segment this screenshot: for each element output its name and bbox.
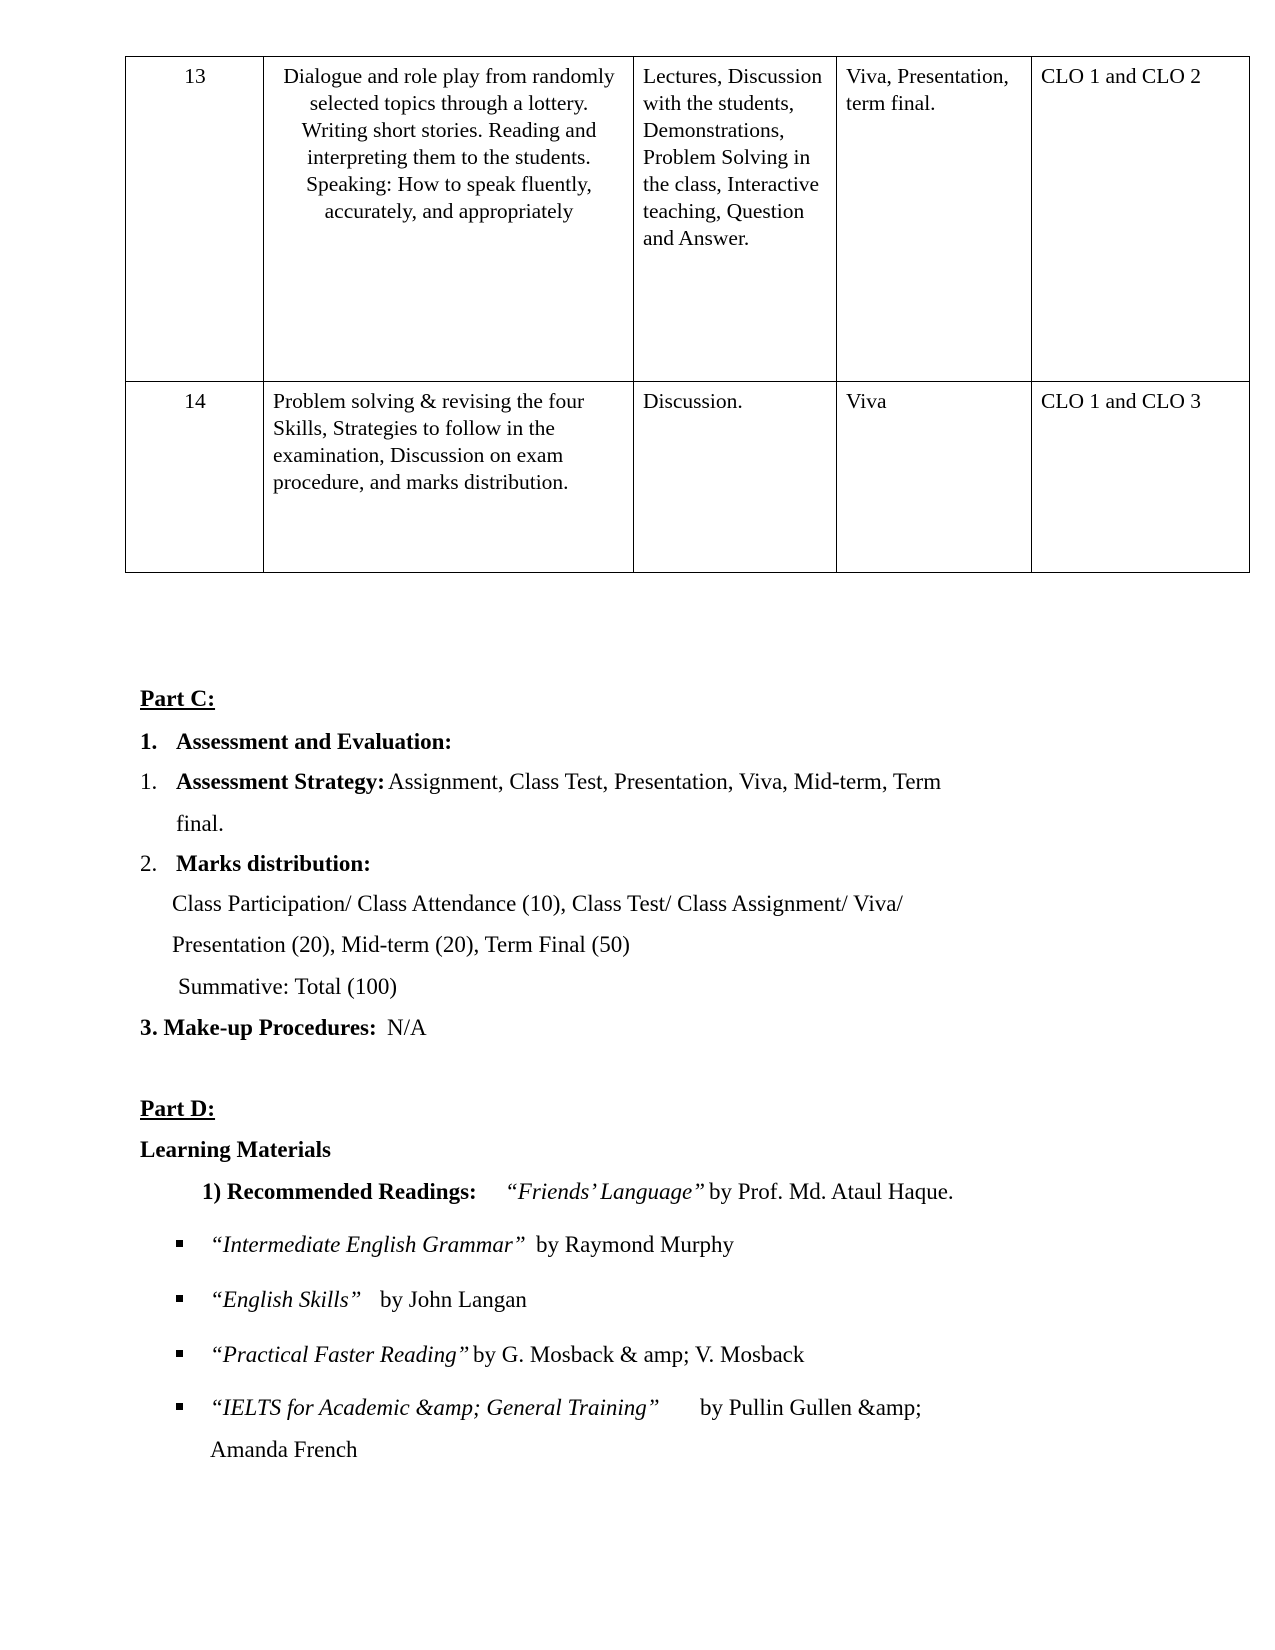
square-bullet-icon	[176, 1403, 183, 1410]
assessment-strategy-text-cont: final.	[176, 811, 224, 836]
recommended-readings-author: by Prof. Md. Ataul Haque.	[709, 1179, 954, 1204]
part-c-item1-marker: 1.	[140, 729, 158, 754]
table-row	[126, 57, 1250, 382]
reading-author: by G. Mosback & amp; V. Mosback	[473, 1342, 805, 1367]
reading-title: “Practical Faster Reading”	[210, 1342, 470, 1367]
reading-author: by John Langan	[380, 1287, 527, 1312]
cell-teaching-method: Discussion.	[634, 382, 837, 573]
topic-line: Writing short stories. Reading and interpreting them to the students.	[301, 118, 597, 170]
cell-clo: CLO 1 and CLO 2	[1032, 57, 1250, 382]
cell-assessment: Viva	[837, 382, 1032, 573]
marks-line-1: Class Participation/ Class Attendance (10), Class Test/ Class Assignment/ Viva/	[172, 891, 903, 916]
square-bullet-icon	[176, 1295, 183, 1302]
assessment-strategy-marker: 1.	[140, 769, 158, 794]
reading-author-cont: Amanda French	[210, 1437, 358, 1462]
cell-assessment: Viva, Presentation, term final.	[837, 57, 1032, 382]
part-d-heading: Part D:	[140, 1096, 216, 1122]
recommended-readings-label: 1) Recommended Readings:	[202, 1179, 477, 1204]
table-row	[126, 382, 1250, 573]
cell-topic	[264, 57, 634, 382]
learning-materials-subheading: Learning Materials	[140, 1137, 331, 1162]
part-c-item1-title: Assessment and Evaluation:	[176, 729, 453, 754]
square-bullet-icon	[176, 1240, 183, 1247]
makeup-procedures-marker: 3	[140, 1015, 152, 1040]
assessment-strategy-text: Assignment, Class Test, Presentation, Viva, Mid-term, Term	[388, 769, 942, 794]
square-bullet-icon	[176, 1350, 183, 1357]
marks-distribution-marker: 2.	[140, 851, 158, 876]
part-c-heading: Part C:	[140, 686, 216, 712]
reading-author: by Pullin Gullen &amp;	[700, 1395, 922, 1420]
cell-clo: CLO 1 and CLO 3	[1032, 382, 1250, 573]
makeup-procedures-label: . Make-up Procedures:	[152, 1015, 377, 1040]
marks-line-2: Presentation (20), Mid-term (20), Term Final (50)	[172, 932, 630, 957]
reading-title: “English Skills”	[210, 1287, 362, 1312]
reading-title: “IELTS for Academic &amp; General Training”	[210, 1395, 660, 1420]
cell-topic: Problem solving & revising the four Skills, Strategies to follow in the examination, Discussion on exam procedure, and marks distribution.	[264, 382, 634, 573]
recommended-readings-title: “Friends’ Language”	[505, 1179, 705, 1204]
topic-line: Dialogue and role play from randomly selected topics through a lottery.	[283, 64, 615, 116]
cell-week: 14	[126, 382, 264, 573]
makeup-procedures-value: N/A	[387, 1015, 427, 1040]
reading-title: “Intermediate English Grammar”	[210, 1232, 526, 1257]
cell-week: 13	[126, 57, 264, 382]
assessment-strategy-label: Assessment Strategy:	[176, 769, 385, 794]
cell-teaching-method: Lectures, Discussion with the students, Demonstrations, Problem Solving in the class, Interactive teaching, Question and Answer.	[634, 57, 837, 382]
reading-author: by Raymond Murphy	[536, 1232, 735, 1257]
marks-distribution-label: Marks distribution:	[176, 851, 371, 876]
marks-line-3: Summative: Total (100)	[178, 974, 397, 999]
topic-line: Speaking: How to speak fluently, accurately, and appropriately	[306, 172, 592, 224]
course-schedule-table	[125, 56, 1250, 573]
